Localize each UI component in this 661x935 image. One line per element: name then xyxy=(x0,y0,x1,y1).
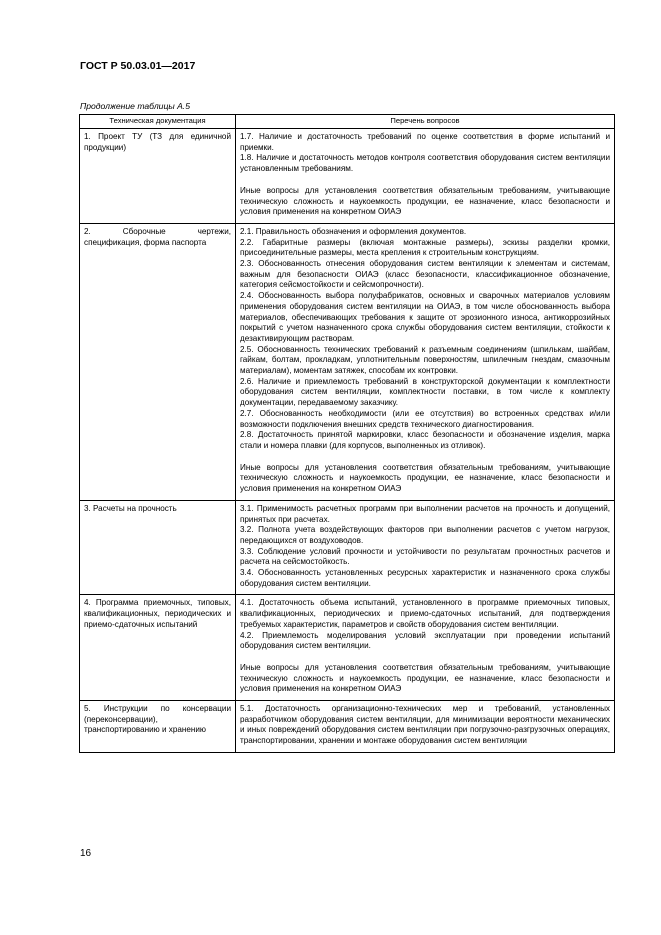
table-row xyxy=(80,595,615,701)
question-item: 3.4. Обоснованность установленных ресурсных характеристик и назначенного срока службы оборудования систем вентиляции. xyxy=(240,568,610,588)
documentation-cell: 3. Расчеты на прочность xyxy=(80,500,236,595)
table-row xyxy=(80,500,615,595)
question-item: 2.8. Достаточность принятой маркировки, класс безопасности и обозначение изделия, марка стали и номера плавки (для корпусов, выполненных из отливок). xyxy=(240,430,610,450)
paragraph-gap xyxy=(240,175,610,186)
questions-cell xyxy=(236,223,615,500)
question-item: 5.1. Достаточность организационно-технических мер и требований, установленных разработчиком оборудования систем вентиляции, для минимизации вероятности механических и иных повреждений оборудования систем вентиляции при погрузочно-разгрузочных операциях, транспортировании, хранении и монтаже оборудования систем вентиляции xyxy=(240,704,610,746)
question-item: 3.3. Соблюдение условий прочности и устойчивости по результатам прочностных расчетов и расчета на сейсмостойкость. xyxy=(240,546,610,567)
table-caption: Продолжение таблицы А.5 xyxy=(80,101,190,111)
question-item: 2.1. Правильность обозначения и оформления документов. xyxy=(240,226,467,236)
other-questions-note: Иные вопросы для установления соответствия обязательным требованиям, учитывающие техническую сложность и наукоемкость продукции, ее назначение, класс безопасности и условия применения на конкретном ОИАЭ xyxy=(240,462,610,494)
document-header: ГОСТ Р 50.03.01—2017 xyxy=(80,60,196,72)
column-header-documentation: Техническая документация xyxy=(80,115,236,129)
question-item: 2.2. Габаритные размеры (включая монтажные размеры), эскизы разделки кромки, присоединительные размеры, места крепления к строительным конструкциям. xyxy=(240,237,610,258)
questions-cell xyxy=(236,701,615,753)
questions-cell xyxy=(236,129,615,224)
documentation-cell: 4. Программа приемочных, типовых, квалификационных, периодических и приемо-сдаточных испытаний xyxy=(80,595,236,701)
question-item: 2.7. Обоснованность необходимости (или ее отсутствия) во встроенных средствах и/или возможности подключения внешних средств технического диагностирования. xyxy=(240,408,610,429)
question-item: 2.3. Обоснованность отнесения оборудования систем вентиляции к элементам и системам, важным для безопасности ОИАЭ (класс безопасности, классификационное обозначение, категория сейсмостойкости и сейсмопрочности). xyxy=(240,259,610,290)
table-row xyxy=(80,129,615,224)
question-item: 4.2. Приемлемость моделирования условий эксплуатации при проведении испытаний оборудования систем вентиляции. xyxy=(240,630,610,651)
table-header-row xyxy=(80,115,615,129)
question-item: 2.5. Обоснованность технических требований к разъемным соединениям (шпилькам, шайбам, гайкам, болтам, прокладкам, уплотнительным поверхностям, шпилечным гнездам, смазочным материалам), моментам затяжек, способам их контровки. xyxy=(240,344,610,376)
question-item: 4.1. Достаточность объема испытаний, установленного в программе приемочных типовых, квалификационных, периодических и приемо-сдаточных испытаний, для подтверждения требуемых характеристик, параметров и свойств оборудования систем вентиляции. xyxy=(240,598,610,629)
documentation-cell: 1. Проект ТУ (ТЗ для единичной продукции) xyxy=(80,129,236,224)
other-questions-note: Иные вопросы для установления соответствия обязательным требованиям, учитывающие техническую сложность и наукоемкость продукции, ее назначение, класс безопасности и условия применения на конкретном ОИАЭ xyxy=(240,185,610,217)
table-row xyxy=(80,223,615,500)
questions-cell xyxy=(236,595,615,701)
question-item: 2.4. Обоснованность выбора полуфабрикатов, основных и сварочных материалов условиям применения оборудования систем вентиляции на ОИАЭ, в том числе обоснованность выбора материалов, обеспечивающих требования к защите от эрозионного износа, антикоррозийных покрытий с учетом назначенного срока службы оборудования систем вентиляции, стойкости к дезактивирующим растворам. xyxy=(240,291,610,343)
paragraph-gap xyxy=(240,652,610,663)
question-item: 3.2. Полнота учета воздействующих факторов при выполнении расчетов с учетом нагрузок, передающихся от воздуховодов. xyxy=(240,525,610,545)
page-number: 16 xyxy=(80,848,92,859)
paragraph-gap xyxy=(240,452,610,463)
column-header-questions: Перечень вопросов xyxy=(236,115,615,129)
documentation-cell: 2. Сборочные чертежи, спецификация, форма паспорта xyxy=(80,223,236,500)
question-item: 1.7. Наличие и достаточность требований по оценке соответствия в форме испытаний и приемки. xyxy=(240,132,610,152)
table-row xyxy=(80,701,615,753)
requirements-table xyxy=(79,114,615,753)
question-item: 1.8. Наличие и достаточность методов контроля соответствия оборудования систем вентиляции установленным требованиям. xyxy=(240,153,610,174)
question-item: 2.6. Наличие и приемлемость требований в конструкторской документации к комплектности оборудования систем вентиляции, комплектности поставки, в том числе к комплекту документации, передаваемому заказчику. xyxy=(240,376,610,408)
other-questions-note: Иные вопросы для установления соответствия обязательным требованиям, учитывающие техническую сложность и наукоемкость продукции, ее назначение, класс безопасности и условия применения на конкретном ОИАЭ xyxy=(240,662,610,694)
question-item: 3.1. Применимость расчетных программ при выполнении расчетов на прочность и допущений, принятых при расчетах. xyxy=(240,503,610,524)
questions-cell xyxy=(236,500,615,595)
documentation-cell: 5. Инструкции по консервации (переконсервации), транспортированию и хранению xyxy=(80,701,236,753)
